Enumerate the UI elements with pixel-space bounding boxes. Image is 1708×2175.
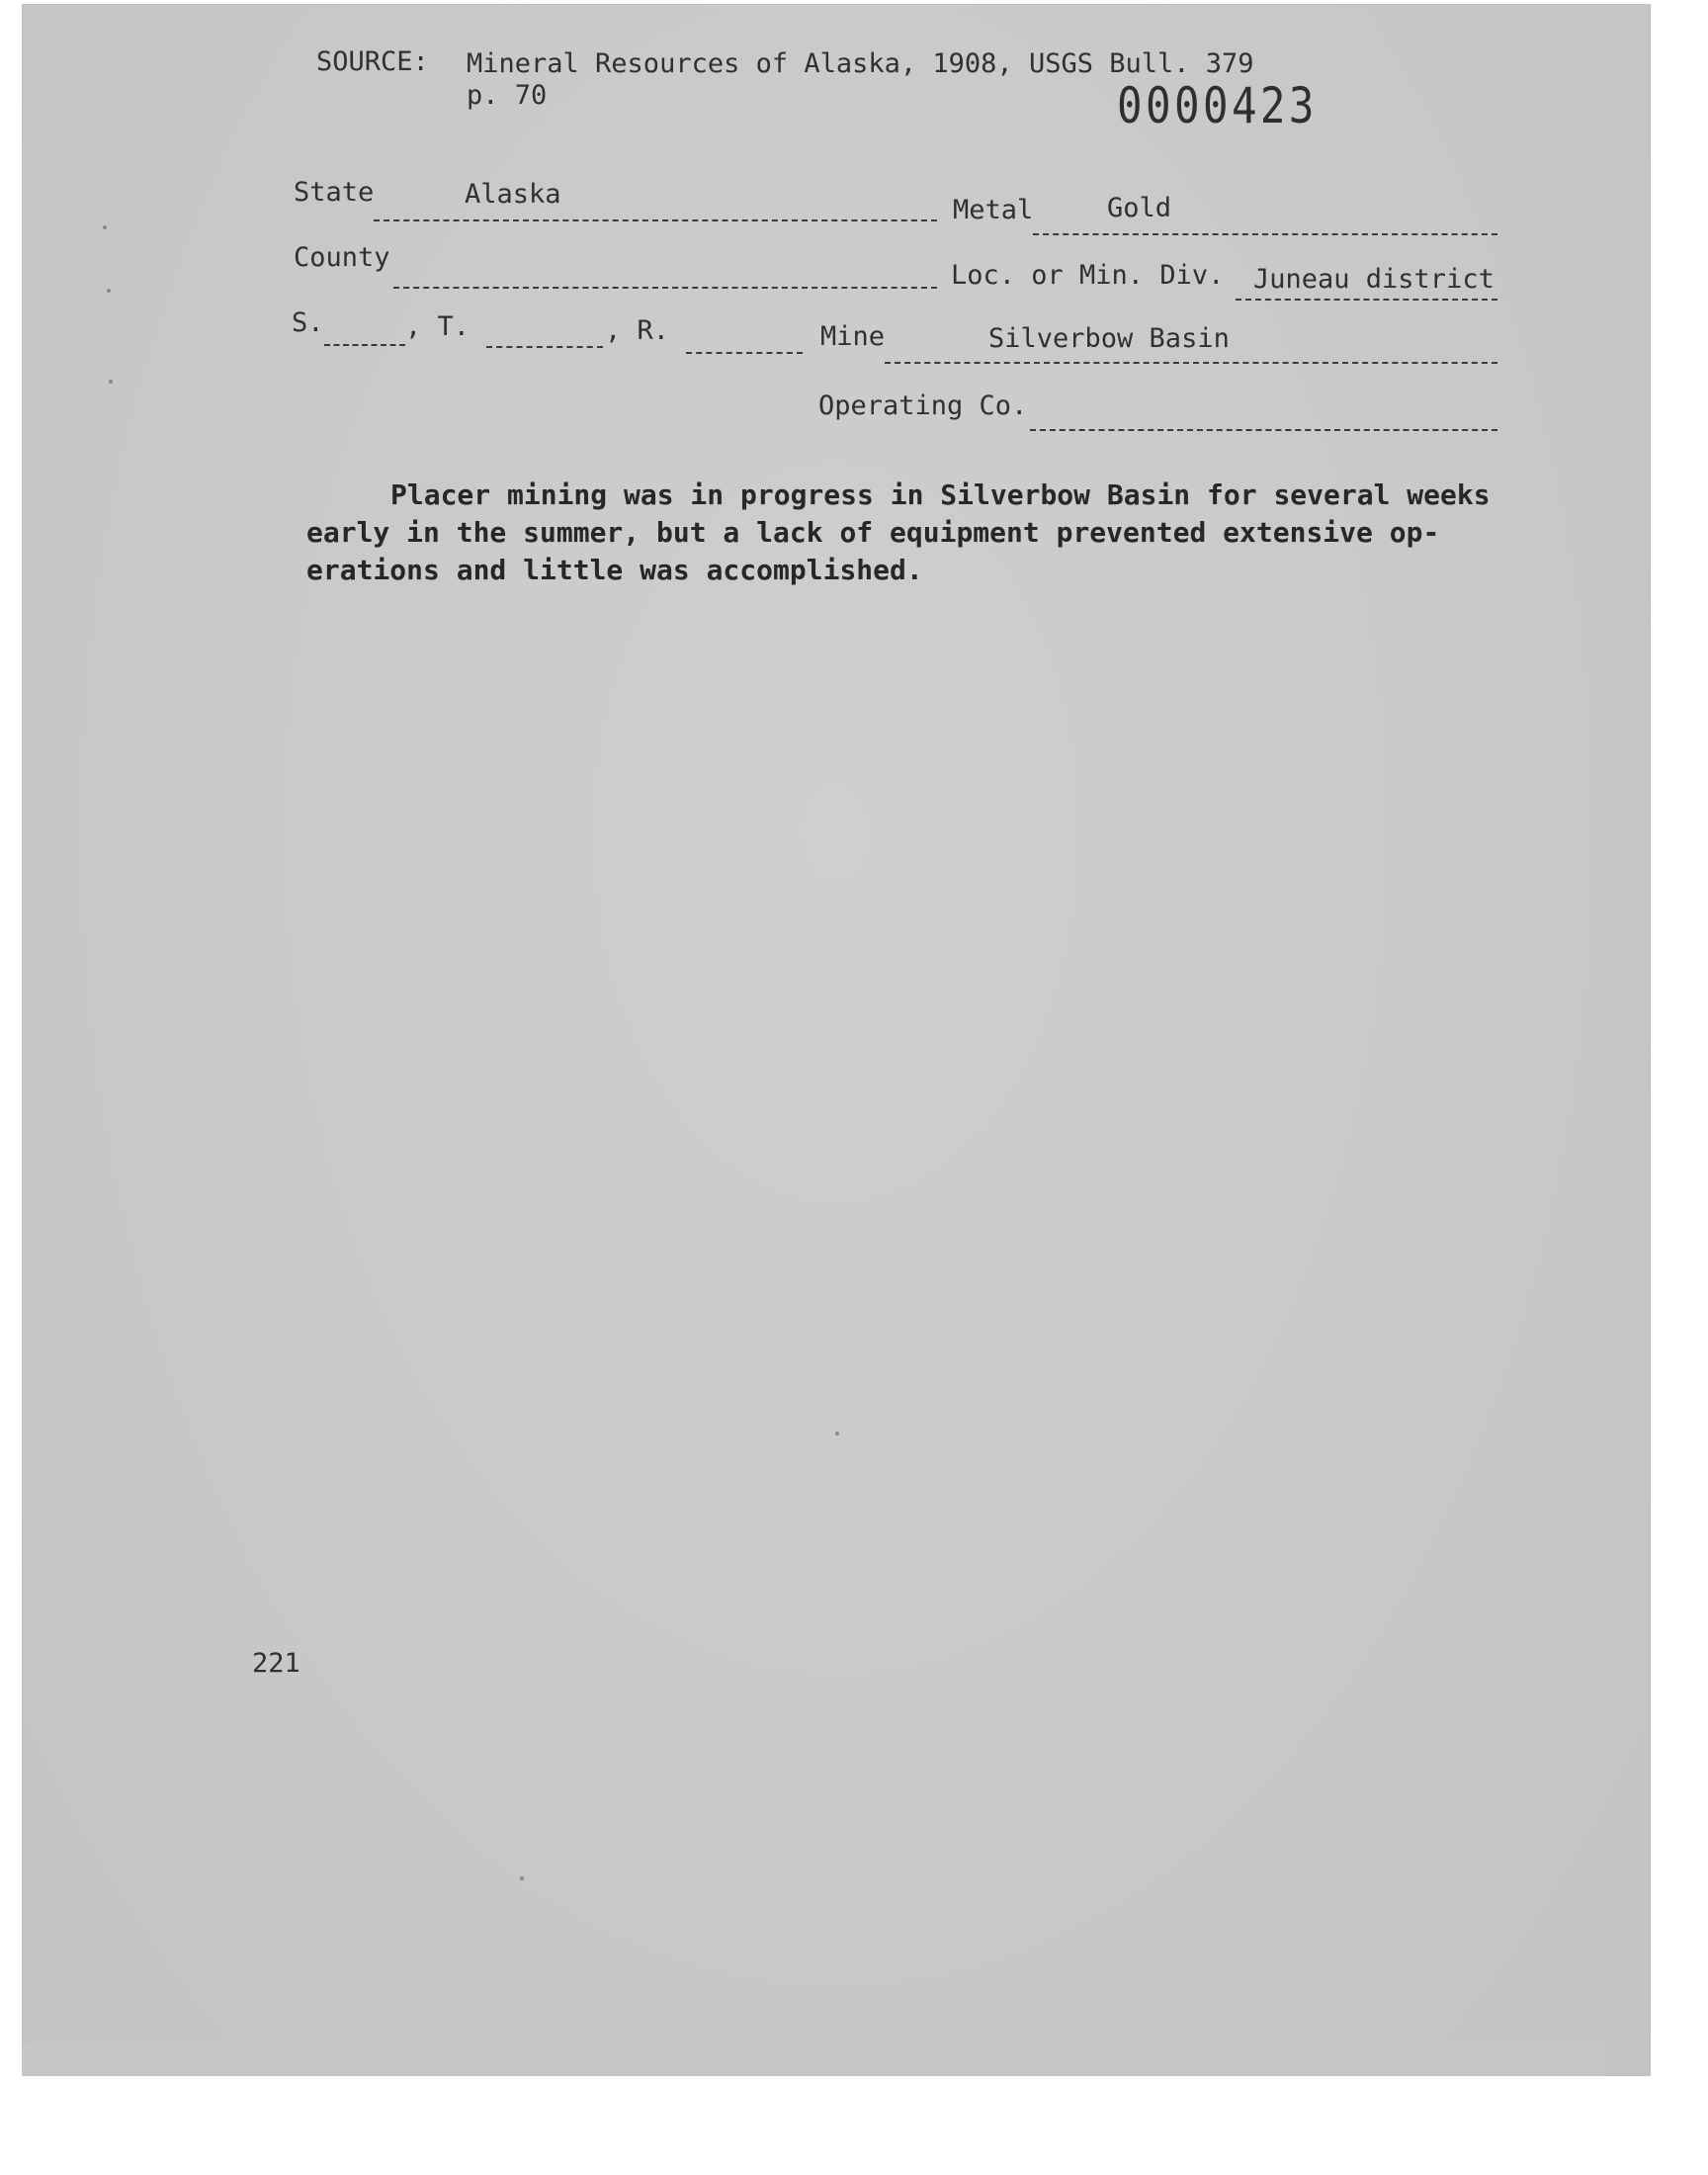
paper-edge [22, 2043, 1603, 2076]
paper-sheet [22, 4, 1651, 2076]
section-label: S. [292, 307, 324, 338]
county-line [393, 287, 937, 289]
township-label: , T. [405, 311, 470, 342]
mine-value: Silverbow Basin [988, 323, 1230, 354]
source-page: p. 70 [467, 80, 548, 111]
scan-speck [107, 289, 111, 293]
source-label: SOURCE: [316, 46, 429, 77]
operating-co-label: Operating Co. [818, 391, 1028, 421]
body-line-2: early in the summer, but a lack of equipment prevented extensive op- [306, 516, 1440, 549]
township-line [486, 346, 603, 348]
scan-speck [835, 1432, 839, 1436]
loc-label: Loc. or Min. Div. [951, 260, 1225, 291]
mine-label: Mine [820, 321, 886, 352]
document-number-stamp: 0000423 [1117, 77, 1318, 134]
loc-line [1236, 299, 1497, 301]
body-line-3: erations and little was accomplished. [306, 554, 923, 586]
county-label: County [294, 242, 390, 273]
operating-co-line [1030, 429, 1497, 431]
scan-speck [520, 1876, 524, 1880]
range-label: , R. [605, 315, 670, 346]
metal-label: Metal [953, 195, 1034, 225]
source-citation: Mineral Resources of Alaska, 1908, USGS Bull. 379 [467, 48, 1254, 79]
page-number: 221 [252, 1648, 300, 1679]
range-line [686, 352, 803, 354]
state-label: State [294, 177, 375, 208]
loc-value: Juneau district [1253, 264, 1494, 295]
scan-speck [103, 225, 107, 229]
section-line [324, 344, 405, 346]
metal-line [1033, 233, 1497, 235]
mine-line [885, 362, 1497, 364]
state-line [374, 219, 937, 221]
state-value: Alaska [465, 179, 561, 210]
scan-speck [109, 380, 113, 384]
body-line-1: Placer mining was in progress in Silverbow Basin for several weeks [390, 478, 1491, 511]
metal-value: Gold [1107, 193, 1172, 223]
